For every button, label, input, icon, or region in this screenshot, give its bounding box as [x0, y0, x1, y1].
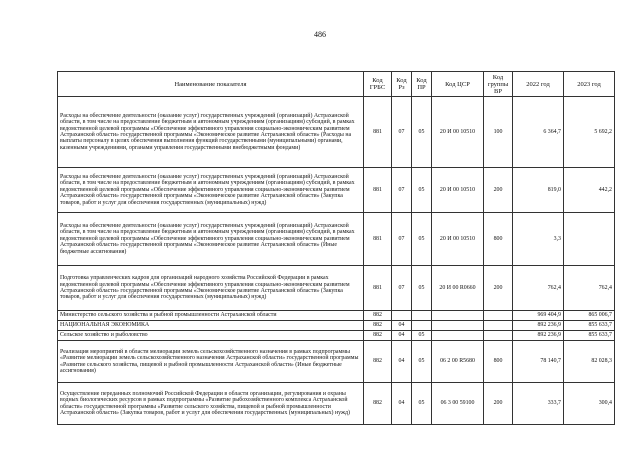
row-vr: 200: [484, 383, 513, 425]
row-rz: 04: [392, 383, 412, 425]
row-name: Осуществление переданных полномочий Российской Федерации в области организации, регулирования и охраны водных биологических ресурсов в рамках подпрограммы «Развитие рыбохозяйственного комплекса Астраханской области» государственной программы «Развитие сельского хозяйства, пищевой и рыбной промышленности Астраханской области» (Закупка товаров, работ и услуг для обеспечения государственных (муниципальных) нужд): [58, 383, 364, 425]
row-vr: [484, 321, 513, 331]
row-2022: 333,7: [513, 383, 564, 425]
table-row: [58, 266, 615, 311]
row-pr: 05: [412, 168, 432, 213]
row-csr: 06 2 00 R5680: [432, 341, 484, 383]
row-name: Расходы на обеспечение деятельности (оказание услуг) государственных учреждений (организаций) Астраханской области, в том числе на предоставление бюджетным и автономным учреждениям (организациям) субсидий, в рамках ведомственной целевой программы «Обеспечение эффективного управления социально-экономическим развитием Астраханской области» государственной программы «Экономическое развитие Астраханской области» (Закупка товаров, работ и услуг для обеспечения государственных (муниципальных) нужд): [58, 168, 364, 213]
row-name: Расходы на обеспечение деятельности (оказание услуг) государственных учреждений (организаций) Астраханской области, в том числе на предоставление бюджетным и автономным учреждениям (организациям) субсидий, в рамках ведомственной целевой программы «Обеспечение эффективного управления социально-экономическим развитием Астраханской области» государственной программы «Экономическое развитие Астраханской области» (Расходы на выплаты персоналу в целях обеспечения выполнения функций государственными (муниципальными) органами, казенными учреждениями, органами управления государственными внебюджетными фондами): [58, 97, 364, 168]
header-rz: Код Рз: [392, 72, 412, 97]
header-vr: Код группы ВР: [484, 72, 513, 97]
row-vr: 200: [484, 266, 513, 311]
table-row: [58, 168, 615, 213]
table-header-row: [58, 72, 615, 97]
row-csr: [432, 321, 484, 331]
row-2022: 762,4: [513, 266, 564, 311]
header-pr: Код ПР: [412, 72, 432, 97]
row-2023: 855 633,7: [564, 321, 615, 331]
row-pr: 05: [412, 97, 432, 168]
row-grbs: 881: [364, 97, 392, 168]
row-pr: [412, 311, 432, 321]
row-csr: 20 И 00 R0660: [432, 266, 484, 311]
row-2023: [564, 213, 615, 266]
row-vr: 800: [484, 341, 513, 383]
row-grbs: 882: [364, 383, 392, 425]
row-pr: 05: [412, 331, 432, 341]
table-row: [58, 341, 615, 383]
row-2023: 855 633,7: [564, 331, 615, 341]
row-2023: 5 692,2: [564, 97, 615, 168]
row-2023: 762,4: [564, 266, 615, 311]
row-2022: 6 364,7: [513, 97, 564, 168]
header-name: Наименование показателя: [58, 72, 364, 97]
page-number: 486: [314, 30, 326, 39]
row-csr: 20 И 00 10510: [432, 97, 484, 168]
row-rz: 04: [392, 341, 412, 383]
row-name: Расходы на обеспечение деятельности (оказание услуг) государственных учреждений (организаций) Астраханской области, в том числе на предоставление бюджетным и автономным учреждениям (организациям) субсидий, в рамках ведомственной целевой программы «Обеспечение эффективного управления социально-экономическим развитием Астраханской области» государственной программы «Экономическое развитие Астраханской области» (Иные бюджетные ассигнования): [58, 213, 364, 266]
header-csr: Код ЦСР: [432, 72, 484, 97]
row-pr: 05: [412, 341, 432, 383]
row-vr: 100: [484, 97, 513, 168]
row-csr: [432, 311, 484, 321]
row-vr: [484, 331, 513, 341]
row-2022: 819,0: [513, 168, 564, 213]
row-pr: 05: [412, 383, 432, 425]
row-grbs: 882: [364, 341, 392, 383]
row-grbs: 882: [364, 311, 392, 321]
row-rz: 04: [392, 331, 412, 341]
row-rz: [392, 311, 412, 321]
header-2023: 2023 год: [564, 72, 615, 97]
row-pr: [412, 321, 432, 331]
row-2022: 892 236,9: [513, 321, 564, 331]
row-2023: 300,4: [564, 383, 615, 425]
row-grbs: 882: [364, 321, 392, 331]
header-2022: 2022 год: [513, 72, 564, 97]
row-2023: 82 028,3: [564, 341, 615, 383]
row-vr: 800: [484, 213, 513, 266]
row-2022: 78 140,7: [513, 341, 564, 383]
budget-table: [57, 71, 615, 425]
row-2022: 892 236,9: [513, 331, 564, 341]
row-vr: 200: [484, 168, 513, 213]
table-row: [58, 321, 615, 331]
table-body: [58, 97, 615, 425]
row-rz: 07: [392, 97, 412, 168]
row-csr: [432, 331, 484, 341]
row-name: Сельское хозяйство и рыболовство: [58, 331, 364, 341]
row-grbs: 881: [364, 213, 392, 266]
row-csr: 20 И 00 10510: [432, 168, 484, 213]
table-row: [58, 97, 615, 168]
row-csr: 20 И 00 10510: [432, 213, 484, 266]
row-name: Подготовка управленческих кадров для организаций народного хозяйства Российской Федерации в рамках ведомственной целевой программы «Обеспечение эффективного управления социально-экономическим развитием Астраханской области» государственной программы «Экономическое развитие Астраханской области» (Закупка товаров, работ и услуг для обеспечения государственных (муниципальных) нужд): [58, 266, 364, 311]
row-rz: 07: [392, 213, 412, 266]
row-name: Министерство сельского хозяйства и рыбной промышленности Астраханской области: [58, 311, 364, 321]
table-row: [58, 383, 615, 425]
row-rz: 04: [392, 321, 412, 331]
row-pr: 05: [412, 213, 432, 266]
row-pr: 05: [412, 266, 432, 311]
header-grbs: Код ГРБС: [364, 72, 392, 97]
row-vr: [484, 311, 513, 321]
row-rz: 07: [392, 266, 412, 311]
row-grbs: 882: [364, 331, 392, 341]
row-2022: 969 404,9: [513, 311, 564, 321]
row-2022: 3,3: [513, 213, 564, 266]
row-csr: 06 3 00 59100: [432, 383, 484, 425]
table-row: [58, 311, 615, 321]
row-grbs: 881: [364, 266, 392, 311]
row-name: Реализация мероприятий в области мелиорации земель сельскохозяйственного назначения в рамках подпрограммы «Развитие мелиорации земель сельскохозяйственного назначения Астраханской области» государственной программы «Развитие сельского хозяйства, пищевой и рыбной промышленности Астраханской области» (Иные бюджетные ассигнования): [58, 341, 364, 383]
row-grbs: 881: [364, 168, 392, 213]
table-row: [58, 213, 615, 266]
row-name: НАЦИОНАЛЬНАЯ ЭКОНОМИКА: [58, 321, 364, 331]
table-row: [58, 331, 615, 341]
row-2023: 865 006,7: [564, 311, 615, 321]
row-rz: 07: [392, 168, 412, 213]
row-2023: 442,2: [564, 168, 615, 213]
